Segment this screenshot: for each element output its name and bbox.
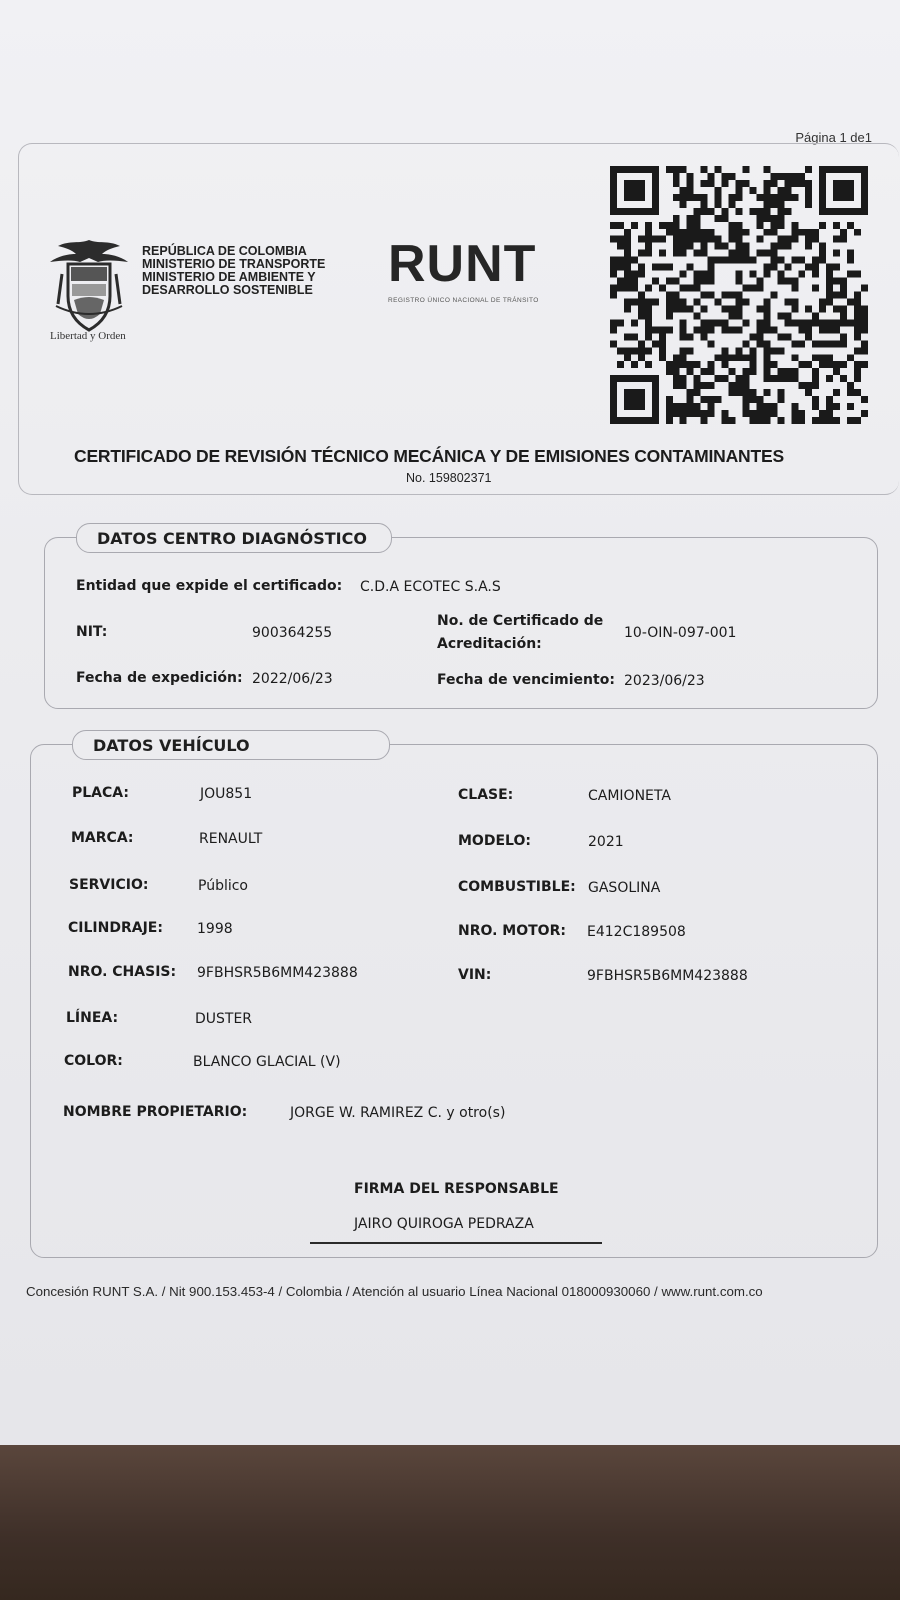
page-number: Página 1 de1 <box>795 130 872 145</box>
linea-value: DUSTER <box>195 1011 253 1027</box>
gov-line-1: REPÚBLICA DE COLOMBIA <box>142 244 307 258</box>
color-value: BLANCO GLACIAL (V) <box>193 1054 341 1070</box>
cilindraje-value: 1998 <box>197 921 233 937</box>
acreditacion-value: 10-OIN-097-001 <box>624 625 737 641</box>
linea-label: LÍNEA: <box>66 1010 119 1026</box>
datos-vehiculo-title: DATOS VEHÍCULO <box>72 730 390 760</box>
clase-value: CAMIONETA <box>588 788 671 804</box>
gov-line-2: MINISTERIO DE TRANSPORTE <box>142 257 326 271</box>
gov-line-4: DESARROLLO SOSTENIBLE <box>142 283 313 297</box>
seal-caption: Libertad y Orden <box>50 330 126 342</box>
centro-diagnostico-title: DATOS CENTRO DIAGNÓSTICO <box>76 523 392 553</box>
runt-logo: RUNT <box>388 235 537 293</box>
modelo-label: MODELO: <box>458 833 531 849</box>
runt-subtitle: REGISTRO ÚNICO NACIONAL DE TRÁNSITO <box>388 297 539 304</box>
color-label: COLOR: <box>64 1053 123 1069</box>
servicio-label: SERVICIO: <box>69 877 149 893</box>
cilindraje-label: CILINDRAJE: <box>68 920 163 936</box>
placa-value: JOU851 <box>200 786 253 802</box>
entidad-value: C.D.A ECOTEC S.A.S <box>360 579 501 595</box>
nit-label: NIT: <box>76 624 108 640</box>
expedicion-value: 2022/06/23 <box>252 671 333 687</box>
vencimiento-value: 2023/06/23 <box>624 673 705 689</box>
entidad-label: Entidad que expide el certificado: <box>76 578 343 594</box>
certificate-number: No. 159802371 <box>406 471 492 485</box>
placa-label: PLACA: <box>72 785 129 801</box>
firma-label: FIRMA DEL RESPONSABLE <box>354 1181 559 1197</box>
propietario-label: NOMBRE PROPIETARIO: <box>63 1104 248 1120</box>
vin-value: 9FBHSR5B6MM423888 <box>587 968 748 984</box>
vin-label: VIN: <box>458 967 492 983</box>
nro-chasis-label: NRO. CHASIS: <box>68 964 177 980</box>
table-surface-background <box>0 1445 900 1600</box>
footer-text: Concesión RUNT S.A. / Nit 900.153.453-4 / Colombia / Atención al usuario Línea Nacional 018000930060 / www.runt.com.co <box>26 1284 763 1299</box>
acreditacion-label-line1: No. de Certificado de <box>437 613 604 629</box>
expedicion-label: Fecha de expedición: <box>76 670 243 686</box>
acreditacion-label-line2: Acreditación: <box>437 636 542 652</box>
certificate-title: CERTIFICADO DE REVISIÓN TÉCNICO MECÁNICA Y DE EMISIONES CONTAMINANTES <box>74 446 784 466</box>
marca-label: MARCA: <box>71 830 134 846</box>
propietario-value: JORGE W. RAMIREZ C. y otro(s) <box>290 1105 506 1121</box>
nro-motor-value: E412C189508 <box>587 924 686 940</box>
government-heading <box>142 245 325 297</box>
nro-motor-label: NRO. MOTOR: <box>458 923 566 939</box>
nit-value: 900364255 <box>252 625 333 641</box>
firma-name: JAIRO QUIROGA PEDRAZA <box>354 1216 534 1232</box>
signature-line <box>310 1242 602 1244</box>
servicio-value: Público <box>198 878 248 894</box>
combustible-label: COMBUSTIBLE: <box>458 879 576 895</box>
vencimiento-label: Fecha de vencimiento: <box>437 672 615 688</box>
marca-value: RENAULT <box>199 831 263 847</box>
qr-code-icon <box>610 166 868 424</box>
nro-chasis-value: 9FBHSR5B6MM423888 <box>197 965 358 981</box>
gov-line-3: MINISTERIO DE AMBIENTE Y <box>142 270 316 284</box>
combustible-value: GASOLINA <box>588 880 661 896</box>
modelo-value: 2021 <box>588 834 624 850</box>
clase-label: CLASE: <box>458 787 514 803</box>
